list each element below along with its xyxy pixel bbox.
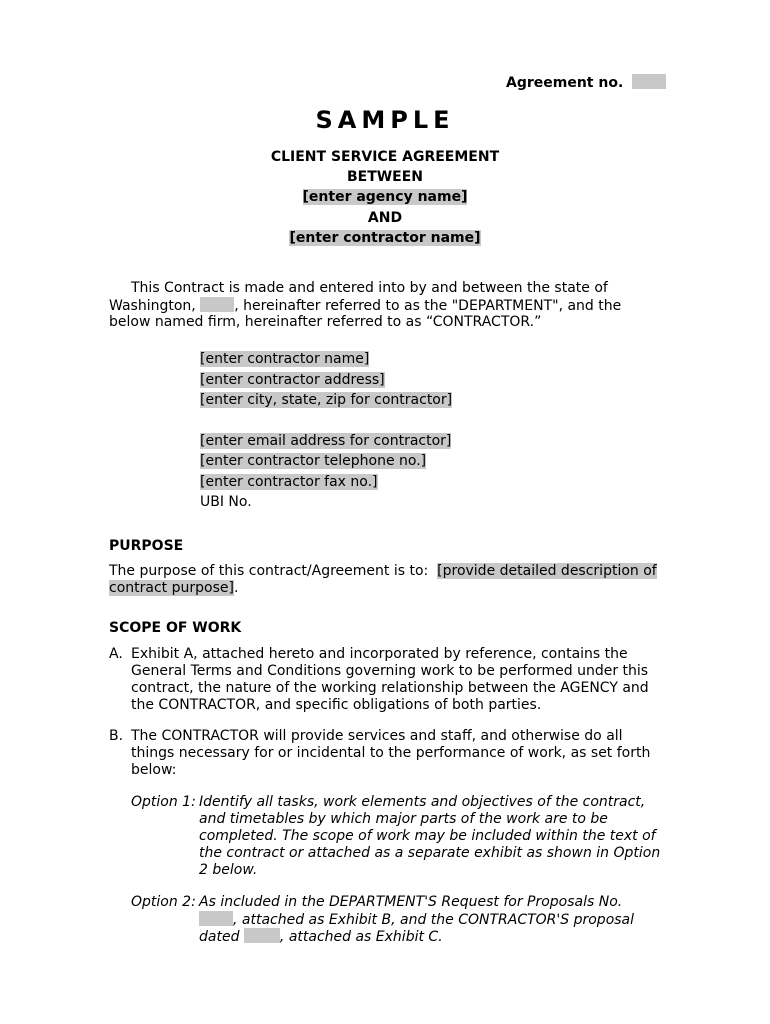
purpose-placeholder-2[interactable]: contract purpose] bbox=[109, 580, 234, 596]
item-b-marker: B. bbox=[109, 728, 124, 744]
item-b-line: things necessary for or incidental to the performance of work, as set forth bbox=[131, 745, 651, 761]
contractor-city-text[interactable]: [enter city, state, zip for contractor] bbox=[200, 392, 453, 408]
contractor-name-text[interactable]: [enter contractor name] bbox=[200, 351, 370, 367]
intro-line-2-start: Washington, bbox=[109, 298, 196, 314]
item-b-line: below: bbox=[131, 762, 177, 778]
agreement-type-line: CLIENT SERVICE AGREEMENT bbox=[270, 149, 500, 165]
option-1-label: Option 1: bbox=[131, 794, 196, 810]
item-a-line: General Terms and Conditions governing work to be performed under this bbox=[131, 663, 649, 679]
contractor-name-field bbox=[200, 351, 369, 367]
dated-label: dated bbox=[199, 929, 240, 945]
contractor-email-text[interactable]: [enter email address for contractor] bbox=[200, 433, 452, 449]
option-2-label: Option 2: bbox=[131, 894, 196, 910]
option-2-line-1: As included in the DEPARTMENT'S Request for Proposals No. bbox=[199, 894, 623, 910]
agency-name-placeholder[interactable]: [enter agency name] bbox=[302, 189, 468, 205]
agreement-number-label: Agreement no. bbox=[506, 75, 624, 91]
contractor-name-line bbox=[0, 230, 770, 246]
ubi-number-label: UBI No. bbox=[200, 494, 252, 510]
proposal-date-field[interactable] bbox=[244, 928, 280, 943]
intro-line-2-end: , hereinafter referred to as the "DEPARTMENT", and the bbox=[234, 298, 622, 314]
contractor-name-placeholder[interactable]: [enter contractor name] bbox=[289, 230, 481, 246]
item-b-line: The CONTRACTOR will provide services and staff, and otherwise do all bbox=[131, 728, 623, 744]
option-2-line-3-text: , attached as Exhibit C. bbox=[279, 929, 443, 945]
agreement-number-field[interactable] bbox=[632, 74, 666, 89]
item-a-marker: A. bbox=[109, 646, 123, 662]
purpose-line-2 bbox=[109, 580, 238, 597]
purpose-text: The purpose of this contract/Agreement is to: bbox=[109, 563, 429, 579]
between-line: BETWEEN bbox=[346, 169, 424, 185]
and-line: AND bbox=[367, 210, 403, 226]
contractor-address-text[interactable]: [enter contractor address] bbox=[200, 372, 385, 388]
option-1-line: Identify all tasks, work elements and objectives of the contract, bbox=[199, 794, 646, 810]
purpose-period: . bbox=[233, 580, 239, 596]
option-2-line-2-text: , attached as Exhibit B, and the CONTRACTOR'S proposal bbox=[233, 912, 635, 928]
intro-line-1: This Contract is made and entered into by and between the state of bbox=[131, 280, 608, 296]
purpose-line-1 bbox=[109, 563, 657, 580]
scope-heading: SCOPE OF WORK bbox=[109, 620, 242, 636]
option-1-line: and timetables by which major parts of the work are to be bbox=[199, 811, 608, 827]
contractor-city-field bbox=[200, 392, 452, 408]
option-1-line: 2 below. bbox=[199, 862, 258, 878]
intro-line-3: below named firm, hereinafter referred to as “CONTRACTOR.” bbox=[109, 314, 542, 330]
item-a-line: contract, the nature of the working relationship between the AGENCY and bbox=[131, 680, 649, 696]
option-1-line: completed. The scope of work may be included within the text of bbox=[199, 828, 656, 844]
page-title: SAMPLE bbox=[315, 106, 455, 134]
contractor-phone-field bbox=[200, 453, 426, 469]
item-a-line: Exhibit A, attached hereto and incorporated by reference, contains the bbox=[131, 646, 628, 662]
purpose-placeholder-1[interactable]: [provide detailed description of bbox=[437, 563, 657, 579]
contractor-fax-field bbox=[200, 474, 378, 490]
contractor-address-field bbox=[200, 372, 385, 388]
agency-name-line bbox=[0, 189, 770, 205]
contractor-phone-text[interactable]: [enter contractor telephone no.] bbox=[200, 453, 427, 469]
item-a-line: the CONTRACTOR, and specific obligations of both parties. bbox=[131, 697, 542, 713]
intro-line-2 bbox=[109, 297, 621, 315]
agreement-number-row bbox=[506, 74, 666, 91]
option-1-line: the contract or attached as a separate exhibit as shown in Option bbox=[199, 845, 661, 861]
option-2-line-2 bbox=[199, 911, 634, 929]
date-field[interactable] bbox=[200, 297, 234, 312]
option-2-line-3 bbox=[199, 928, 443, 946]
contractor-fax-text[interactable]: [enter contractor fax no.] bbox=[200, 474, 378, 490]
purpose-heading: PURPOSE bbox=[109, 538, 184, 554]
rfp-number-field[interactable] bbox=[199, 911, 233, 926]
contractor-email-field bbox=[200, 433, 451, 449]
